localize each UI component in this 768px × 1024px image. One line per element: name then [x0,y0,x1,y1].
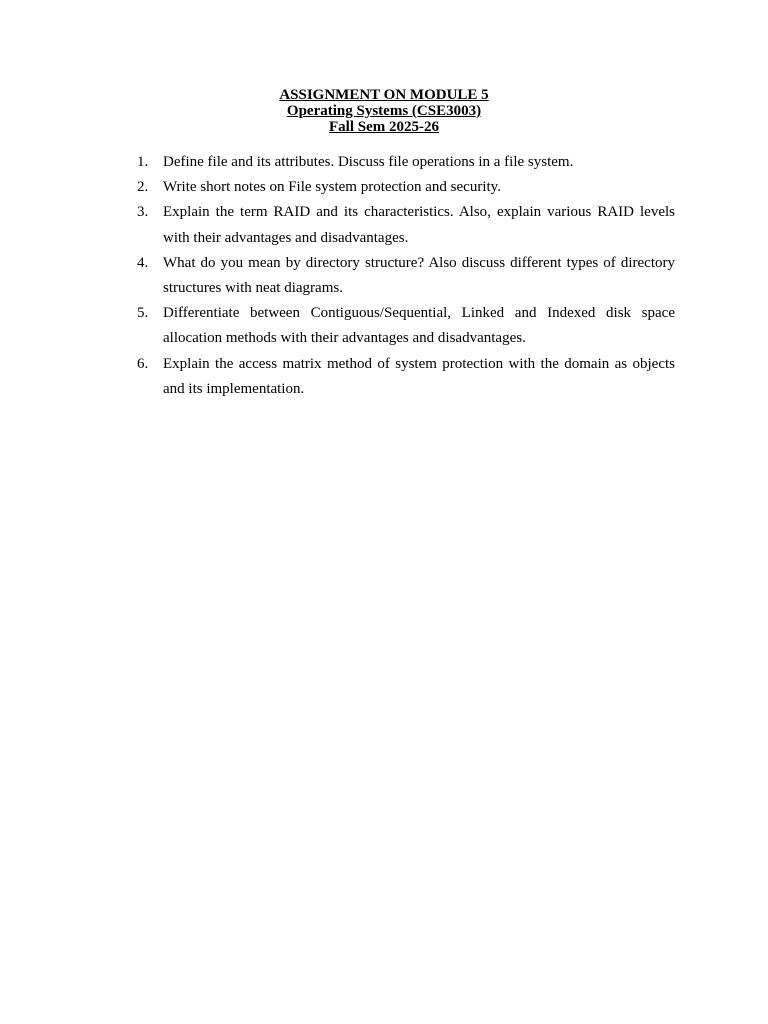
question-number: 6. [137,355,149,372]
question-text: Define file and its attributes. Discuss file operations in a file system. [163,154,574,170]
question-number: 3. [137,204,149,221]
question-number: 4. [137,254,149,271]
question-text: Explain the access matrix method of system protection with the domain as objects and its implementation. [163,355,675,397]
question-number: 1. [137,154,149,170]
question-item [137,200,675,250]
question-list [137,150,675,402]
question-item [137,301,675,351]
question-text: Write short notes on File system protection and security. [163,179,501,196]
question-number: 5. [137,305,149,322]
question-item [137,175,675,200]
question-item [137,251,675,301]
question-item [137,352,675,402]
assignment-header [0,87,768,135]
assignment-title: ASSIGNMENT ON MODULE 5 [279,87,489,103]
question-item [137,150,675,175]
course-name: Operating Systems (CSE3003) [286,103,482,119]
semester-label: Fall Sem 2025-26 [329,119,439,135]
question-number: 2. [137,179,149,196]
question-text: Differentiate between Contiguous/Sequential, Linked and Indexed disk space allocation methods with their advantages and disadvantages. [163,305,675,347]
question-text: What do you mean by directory structure? Also discuss different types of directory structures with neat diagrams. [163,254,675,297]
question-text: Explain the term RAID and its characteristics. Also, explain various RAID levels with their advantages and disadvantages. [163,204,675,246]
